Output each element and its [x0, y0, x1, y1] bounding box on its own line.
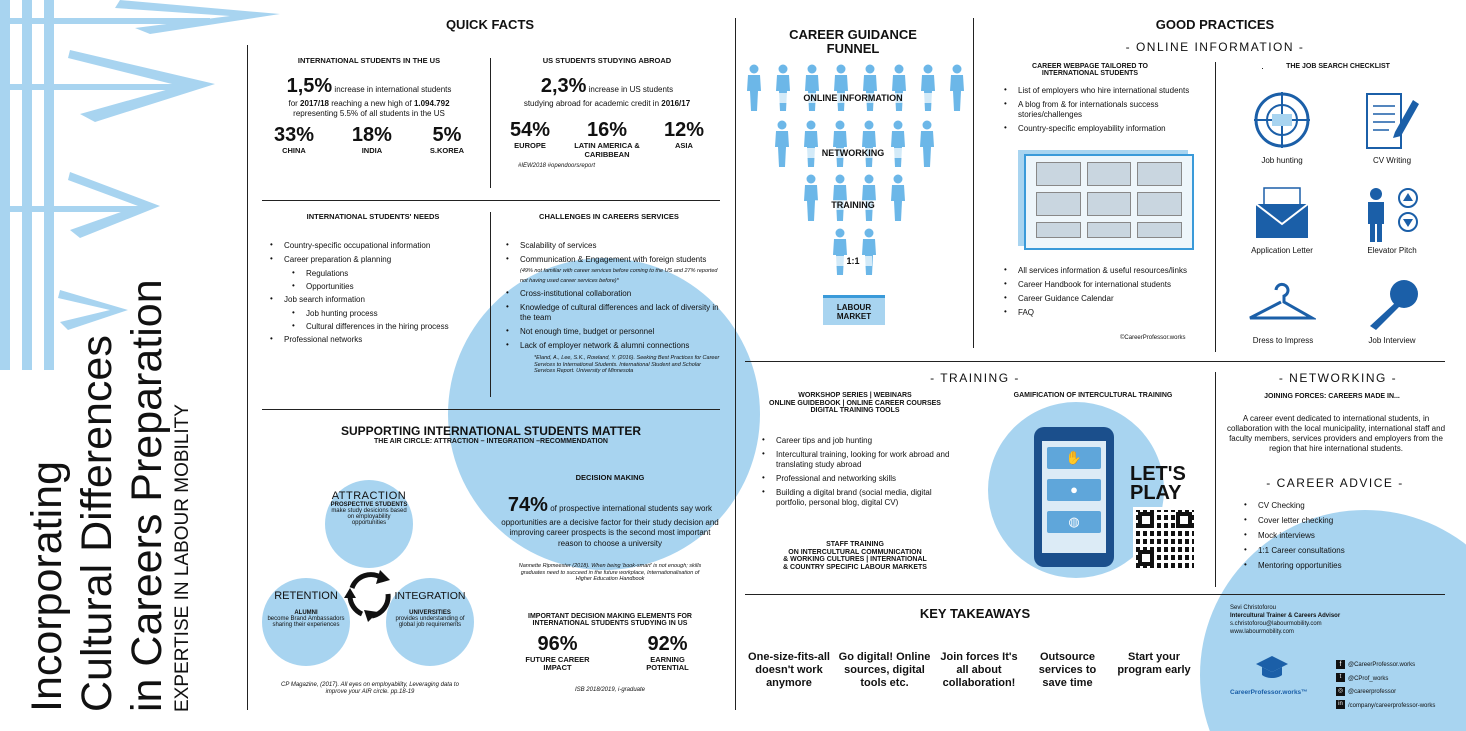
stat-career-impact: 96% FUTURE CAREER IMPACT — [525, 633, 590, 673]
quick-facts-title: QUICK FACTS — [445, 17, 535, 32]
takeaway-item: Outsource services to save time — [1038, 651, 1097, 690]
divider — [490, 58, 491, 188]
title-line-3: in Careers Preparation — [123, 279, 171, 712]
person-icon — [862, 64, 878, 112]
person-icon — [919, 120, 935, 168]
divider — [262, 409, 720, 410]
list-item: • Mentoring opportunities — [1236, 561, 1416, 571]
list-item: • Knowledge of cultural differences and lack of diversity in the team — [498, 303, 720, 323]
social-facebook[interactable]: f @CareerProfessor.works — [1336, 659, 1435, 673]
air-source: CP Magazine, (2017). All eyes on employability, Leveraging data to improve your AIR circle. pp.18-19 — [281, 682, 459, 696]
training-title: - TRAINING - — [930, 371, 1020, 385]
divider — [1215, 62, 1216, 352]
list-item: • Cover letter checking — [1236, 516, 1416, 526]
cv-writing-icon — [1365, 92, 1421, 152]
webpage-list-2 — [996, 266, 1201, 322]
list-item: • All services information & useful resources/links — [996, 266, 1201, 276]
supporting-subtitle: THE AIR CIRCLE: ATTRACTION – INTEGRATION –RECOMMENDATION — [374, 438, 608, 445]
list-item: • Country-specific employability information — [996, 124, 1196, 134]
linkedin-icon: in — [1336, 700, 1345, 709]
integration-who: UNIVERSITIES — [409, 610, 451, 616]
checklist-label: Elevator Pitch — [1367, 246, 1417, 255]
advice-list — [1236, 501, 1416, 575]
checklist-label: CV Writing — [1372, 156, 1412, 165]
list-item: • Building a digital brand (social media, digital portfolio, personal blog, digital CV) — [754, 488, 959, 508]
intl-text-3: reaching a new high of — [331, 99, 412, 108]
list-item: • Cultural differences in the hiring process — [262, 322, 484, 332]
retention-desc: become Brand Ambassadors sharing their experiences — [267, 616, 345, 628]
training-headings — [745, 392, 965, 415]
person-icon — [833, 64, 849, 112]
list-item: • Communication & Engagement with foreign students (49% not familiar with career services before coming to the US and 27% reported not having used career services before)* — [498, 255, 720, 285]
retention-label: RETENTION — [274, 590, 338, 602]
retention-who: ALUMNI — [294, 610, 318, 616]
stat-korea: 5% S.KOREA — [429, 123, 465, 155]
stat-china: 33% CHINA — [273, 123, 314, 155]
person-icon — [832, 228, 848, 276]
social-instagram[interactable]: ◎ @careerprofessor — [1337, 687, 1397, 695]
list-item: • CV Checking — [1236, 501, 1416, 511]
retention-text — [264, 590, 348, 628]
integration-text — [388, 590, 472, 628]
person-icon — [949, 64, 965, 112]
divider — [745, 594, 1445, 595]
target-icon — [1254, 92, 1310, 148]
sidebar-title — [0, 0, 240, 731]
needs-heading: INTERNATIONAL STUDENTS' NEEDS — [306, 212, 440, 221]
checklist-label: Job hunting — [1261, 156, 1303, 165]
cycle-arrows-icon — [342, 568, 396, 622]
stat-earning: 92% EARNING POTENTIAL — [646, 633, 689, 673]
career-advice-title: - CAREER ADVICE - — [1266, 476, 1404, 490]
person-icon — [803, 120, 819, 168]
credit-text: ©CareerProfessor.works — [1120, 335, 1186, 341]
funnel-level-1: ONLINE INFORMATION — [770, 93, 936, 103]
intl-students-block — [255, 56, 483, 155]
list-item: • FAQ — [996, 308, 1201, 318]
checklist-label: Dress to Impress — [1252, 336, 1314, 345]
labour-market-box: LABOUR MARKET — [823, 295, 885, 325]
person-icon — [861, 228, 877, 276]
webpage-screenshot — [1024, 154, 1194, 250]
checklist-label: Job Interview — [1368, 336, 1416, 345]
checklist-heading: THE JOB SEARCH CHECKLIST — [1286, 63, 1390, 70]
list-item: • 1:1 Career consultations — [1236, 546, 1416, 556]
good-practices-title: GOOD PRACTICES — [1155, 17, 1275, 32]
decision-block — [500, 473, 720, 583]
list-item: • A blog from & for internationals success stories/challenges — [996, 100, 1196, 120]
person-icon — [890, 120, 906, 168]
divider — [735, 18, 736, 710]
elements-block — [500, 613, 720, 694]
stat-latam: 16% LATIN AMERICA & CARIBBEAN — [574, 119, 640, 159]
brand-name: CareerProfessor.works™ — [1230, 689, 1308, 696]
instagram-icon: ◎ — [1337, 687, 1344, 694]
intl-year: 2017/18 — [300, 99, 329, 108]
challenge-note: (49% not familiar with career services before coming to the US and 27% reported not having used career services before)* — [520, 268, 718, 284]
networking-title: - NETWORKING - — [1278, 371, 1398, 385]
person-icon — [803, 174, 819, 222]
title-subtitle: EXPERTISE IN LABOUR MOBILITY — [172, 404, 193, 712]
abroad-heading: US STUDENTS STUDYING ABROAD — [542, 56, 672, 65]
intl-pct: 1,5% — [286, 75, 333, 97]
staff-training: STAFF TRAINING ON INTERCULTURAL COMMUNICATION & WORKING CULTURES | INTERNATIONAL & COUNTRY SPECIFIC LABOUR MARKETS — [783, 541, 927, 572]
stat-india: 18% INDIA — [351, 123, 392, 155]
decision-pct: 74% — [507, 494, 548, 516]
integration-desc: provides understanding of global job requirements — [395, 616, 465, 628]
training-list — [754, 436, 959, 512]
qr-code[interactable] — [1136, 510, 1194, 568]
chat-icon: ● — [1047, 479, 1101, 501]
contact-email[interactable]: s.christoforou@labourmobility.com — [1230, 621, 1322, 628]
divider — [490, 212, 491, 397]
takeaways-title: KEY TAKEAWAYS — [919, 606, 1031, 621]
intl-number: 1.094.792 — [413, 99, 450, 108]
list-item: • Regulations — [262, 269, 484, 279]
decision-source: Nannette Ripmeester (2018). When being 'book-smart' is not enough; skills graduates need to succeed in the future workplace, Internationalisation of Higher Education Handbook — [518, 563, 702, 583]
social-twitter[interactable]: t @CProf_works — [1336, 673, 1435, 687]
gamification-heading: GAMIFICATION OF INTERCULTURAL TRAINING — [1013, 392, 1173, 399]
elements-heading: IMPORTANT DECISION MAKING ELEMENTS FOR INTERNATIONAL STUDENTS STUDYING IN US — [528, 613, 692, 627]
attraction-desc: make study desicions based on employability opportunities — [331, 508, 407, 526]
decision-text: of prospective international students say work opportunities are a decisive factor for their study decision and improving career prospects is the second most important reason to choose a university — [501, 504, 719, 548]
challenges-heading: CHALLENGES IN CAREERS SERVICES — [539, 212, 679, 221]
contact-block — [1230, 604, 1430, 636]
attraction-who: PROSPECTIVE STUDENTS — [330, 502, 408, 508]
online-info-title: - ONLINE INFORMATION - — [1125, 40, 1305, 54]
hanger-icon — [1246, 278, 1316, 326]
funnel-level-4: 1:1 — [834, 256, 872, 266]
list-item: • Job hunting process — [262, 309, 484, 319]
training-h3: DIGITAL TRAINING TOOLS — [810, 407, 900, 415]
person-icon — [891, 64, 907, 112]
list-item: • Career Handbook for international students — [996, 280, 1201, 290]
title-line-2: Cultural Differences — [73, 335, 121, 712]
person-icon — [890, 174, 906, 222]
list-item: • Opportunities — [262, 282, 484, 292]
intl-text-4: representing 5.5% of all students in the US — [293, 109, 445, 119]
list-item: • Professional and networking skills — [754, 474, 959, 484]
person-icon — [804, 64, 820, 112]
abroad-source: #IEW2018 #opendoorsreport — [518, 162, 596, 169]
funnel-level-2: NETWORKING — [800, 148, 906, 158]
person-icon — [861, 120, 877, 168]
divider — [247, 45, 248, 710]
globe-icon: ◍ — [1047, 511, 1101, 533]
person-icon — [832, 174, 848, 222]
microphone-icon — [1366, 276, 1422, 332]
stat-europe: 54% EUROPE — [509, 119, 551, 151]
lets-play: LET'S PLAY — [1130, 463, 1186, 504]
person-icon — [775, 64, 791, 112]
takeaway-item: Start your program early — [1117, 651, 1191, 677]
training-h2: ONLINE GUIDEBOOK | ONLINE CAREER COURSES — [769, 399, 941, 407]
takeaway-item: Go digital! Online sources, digital tools etc. — [838, 651, 931, 690]
elements-source: ISB 2018/2019, i-graduate — [574, 686, 646, 693]
facebook-icon: f — [1336, 660, 1345, 669]
list-item: • Career Guidance Calendar — [996, 294, 1201, 304]
person-icon — [920, 64, 936, 112]
list-item: • Mock interviews — [1236, 531, 1416, 541]
decision-heading: DECISION MAKING — [575, 473, 645, 482]
takeaway-item: One-size-fits-all doesn't work anymore — [748, 651, 830, 690]
list-item: • Job search information — [262, 295, 484, 305]
list-item: • Career preparation & planning — [262, 255, 484, 265]
webpage-heading: CAREER WEBPAGE TAILORED TO INTERNATIONAL STUDENTS — [1032, 63, 1148, 77]
networking-heading: JOINING FORCES: CAREERS MADE IN... — [1264, 393, 1400, 400]
social-linkedin[interactable]: in /company/careerprofessor-works — [1336, 700, 1435, 714]
handshake-icon: ✋ — [1047, 447, 1101, 469]
supporting-title: SUPPORTING INTERNATIONAL STUDENTS MATTER — [341, 424, 641, 438]
list-item: • Lack of employer network & alumni connections — [498, 341, 720, 351]
divider — [745, 361, 1445, 362]
divider — [1215, 372, 1216, 587]
elevator-pitch-icon — [1362, 186, 1424, 244]
person-icon — [832, 120, 848, 168]
intl-text-1: increase in international students — [334, 85, 452, 94]
us-abroad-block — [498, 56, 716, 170]
networking-text: A career event dedicated to international students, in collaboration with the local municipality, international staff and faculty members, services providers and employers from the region that hire international students. — [1226, 414, 1446, 453]
list-item: • Cross-institutional collaboration — [498, 289, 720, 299]
training-h1: WORKSHOP SERIES | WEBINARS — [798, 392, 912, 399]
social-links — [1336, 659, 1435, 713]
webpage-list-1 — [996, 86, 1196, 138]
contact-role: Intercultural Trainer & Careers Advisor — [1230, 613, 1341, 620]
twitter-icon: t — [1336, 673, 1345, 682]
list-item: • Career tips and job hunting — [754, 436, 959, 446]
funnel-title: CAREER GUIDANCE FUNNEL — [789, 27, 917, 56]
title-line-1: Incorporating — [23, 461, 71, 712]
needs-block — [262, 212, 484, 349]
attraction-label: ATTRACTION — [331, 490, 407, 502]
challenges-source: *Eland, A., Lee, S.K., Rowland, Y. (2016). Seeking Best Practices for Career Services to International Students. International Student and Scholar Services Report. University of Minnesota — [534, 355, 720, 375]
list-item: • Intercultural training, looking for work abroad and translating study abroad — [754, 450, 959, 470]
stat-asia: 12% ASIA — [663, 119, 704, 151]
takeaway-item: Join forces It's all about collaboration! — [940, 651, 1018, 690]
intl-heading: INTERNATIONAL STUDENTS IN THE US — [297, 56, 441, 65]
checklist-label: Application Letter — [1251, 246, 1313, 255]
list-item: • Not enough time, budget or personnel — [498, 327, 720, 337]
person-icon — [774, 120, 790, 168]
list-item: • Professional networks — [262, 335, 484, 345]
attraction-text — [330, 490, 408, 526]
person-icon — [861, 174, 877, 222]
integration-label: INTEGRATION — [394, 590, 466, 602]
list-item: • Scalability of services — [498, 241, 720, 251]
contact-name: Sevi Christoforou — [1230, 605, 1277, 611]
challenges-block — [498, 212, 720, 375]
contact-web[interactable]: www.labourmobility.com — [1230, 629, 1294, 636]
abroad-pct: 2,3% — [540, 75, 587, 97]
abroad-text-2: studying abroad for academic credit in — [523, 99, 660, 108]
person-icon — [746, 64, 762, 112]
phone-illustration — [1034, 427, 1114, 567]
abroad-text-1: increase in US students — [588, 85, 674, 94]
intl-text-2: for — [288, 99, 298, 108]
funnel-level-3: TRAINING — [815, 200, 891, 210]
list-item: • List of employers who hire international students — [996, 86, 1196, 96]
letter-icon — [1254, 186, 1310, 240]
graduation-cap-logo-icon — [1254, 654, 1290, 682]
abroad-year: 2016/17 — [661, 99, 691, 108]
list-item: • Country-specific occupational information — [262, 241, 484, 251]
divider — [262, 200, 720, 201]
takeaways-row — [745, 651, 1195, 691]
